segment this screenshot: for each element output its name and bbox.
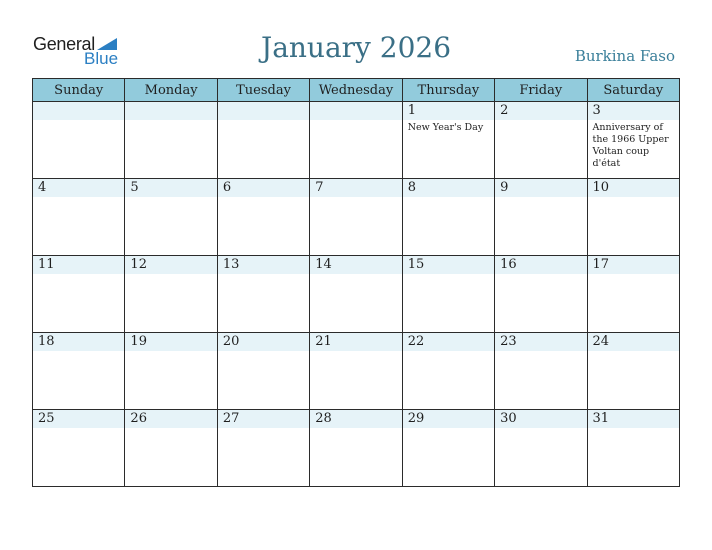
day-cell xyxy=(33,179,125,256)
week-row xyxy=(33,410,680,487)
day-cell xyxy=(310,179,402,256)
holiday-label xyxy=(33,120,124,122)
day-number: 20 xyxy=(218,333,309,351)
weekday-saturday: Saturday xyxy=(587,79,679,102)
day-cell xyxy=(33,102,125,179)
day-number: 8 xyxy=(403,179,494,197)
day-number: 7 xyxy=(310,179,401,197)
weekday-wednesday: Wednesday xyxy=(310,79,402,102)
day-number xyxy=(218,102,309,120)
day-number: 14 xyxy=(310,256,401,274)
day-number: 2 xyxy=(495,102,586,120)
day-number: 29 xyxy=(403,410,494,428)
day-number: 18 xyxy=(33,333,124,351)
day-cell xyxy=(587,410,679,487)
holiday-label: New Year's Day xyxy=(407,122,484,133)
day-cell xyxy=(125,102,217,179)
week-row xyxy=(33,179,680,256)
holiday-label xyxy=(495,197,586,199)
weekday-tuesday: Tuesday xyxy=(217,79,309,102)
holiday-label xyxy=(310,428,401,430)
country-label: Burkina Faso xyxy=(574,47,675,65)
page-title: January 2026 xyxy=(260,31,452,64)
day-number: 26 xyxy=(125,410,216,428)
day-cell xyxy=(310,410,402,487)
holiday-label xyxy=(125,197,216,199)
day-number: 28 xyxy=(310,410,401,428)
day-cell xyxy=(495,102,587,179)
weekday-sunday: Sunday xyxy=(33,79,125,102)
day-number: 31 xyxy=(588,410,679,428)
day-number: 16 xyxy=(495,256,586,274)
brand-blue-text: Blue xyxy=(84,49,119,68)
day-cell xyxy=(587,102,679,179)
day-number: 15 xyxy=(403,256,494,274)
holiday-label xyxy=(588,197,679,199)
day-cell xyxy=(310,333,402,410)
day-number: 27 xyxy=(218,410,309,428)
weekday-monday: Monday xyxy=(125,79,217,102)
holiday-label xyxy=(218,274,309,276)
weekday-header-row xyxy=(33,79,680,102)
day-cell xyxy=(495,410,587,487)
week-row xyxy=(33,256,680,333)
day-number: 13 xyxy=(218,256,309,274)
day-cell xyxy=(402,179,494,256)
holiday-label xyxy=(310,274,401,276)
day-number: 24 xyxy=(588,333,679,351)
day-number: 19 xyxy=(125,333,216,351)
weekday-friday: Friday xyxy=(495,79,587,102)
day-cell xyxy=(310,102,402,179)
day-cell xyxy=(217,410,309,487)
holiday-label xyxy=(125,351,216,353)
day-cell xyxy=(495,256,587,333)
holiday-label xyxy=(495,428,586,430)
holiday-label xyxy=(33,274,124,276)
weekday-thursday: Thursday xyxy=(402,79,494,102)
holiday-label xyxy=(125,120,216,122)
day-cell xyxy=(402,102,494,179)
brand-general-text: General xyxy=(33,34,95,54)
holiday-label xyxy=(403,274,494,276)
holiday-label xyxy=(33,351,124,353)
holiday-label xyxy=(495,274,586,276)
holiday-label: Anniversary of the 1966 Upper Voltan coup d'état xyxy=(592,122,669,169)
holiday-label xyxy=(403,428,494,430)
holiday-label xyxy=(588,428,679,430)
day-cell xyxy=(33,410,125,487)
day-cell xyxy=(33,256,125,333)
day-cell xyxy=(217,256,309,333)
day-cell xyxy=(125,179,217,256)
holiday-label xyxy=(310,120,401,122)
week-row xyxy=(33,102,680,179)
day-number: 6 xyxy=(218,179,309,197)
holiday-label xyxy=(495,120,586,122)
day-number: 11 xyxy=(33,256,124,274)
holiday-label xyxy=(33,428,124,430)
holiday-label xyxy=(125,428,216,430)
day-number xyxy=(310,102,401,120)
day-cell xyxy=(217,102,309,179)
holiday-label xyxy=(495,351,586,353)
day-number: 22 xyxy=(403,333,494,351)
day-number: 9 xyxy=(495,179,586,197)
holiday-label xyxy=(218,351,309,353)
day-number: 17 xyxy=(588,256,679,274)
day-cell xyxy=(495,333,587,410)
day-cell xyxy=(587,256,679,333)
holiday-label xyxy=(218,120,309,122)
day-cell xyxy=(402,333,494,410)
day-number: 12 xyxy=(125,256,216,274)
day-number: 10 xyxy=(588,179,679,197)
day-cell xyxy=(587,179,679,256)
holiday-label xyxy=(125,274,216,276)
day-cell xyxy=(217,333,309,410)
day-cell xyxy=(587,333,679,410)
calendar-grid xyxy=(32,78,680,487)
day-number: 30 xyxy=(495,410,586,428)
holiday-label xyxy=(310,197,401,199)
day-number xyxy=(33,102,124,120)
day-cell xyxy=(310,256,402,333)
week-row xyxy=(33,333,680,410)
day-cell xyxy=(217,179,309,256)
day-number: 23 xyxy=(495,333,586,351)
calendar-body xyxy=(33,102,680,487)
holiday-label xyxy=(403,351,494,353)
day-cell xyxy=(402,256,494,333)
day-cell xyxy=(33,333,125,410)
holiday-label xyxy=(310,351,401,353)
day-cell xyxy=(125,333,217,410)
day-number: 1 xyxy=(403,102,494,120)
day-cell xyxy=(495,179,587,256)
holiday-label xyxy=(218,428,309,430)
day-number: 5 xyxy=(125,179,216,197)
holiday-label xyxy=(33,197,124,199)
holiday-label xyxy=(588,274,679,276)
day-number xyxy=(125,102,216,120)
day-cell xyxy=(125,410,217,487)
holiday-label xyxy=(403,197,494,199)
day-cell xyxy=(125,256,217,333)
day-number: 21 xyxy=(310,333,401,351)
holiday-label xyxy=(218,197,309,199)
day-number: 4 xyxy=(33,179,124,197)
day-number: 25 xyxy=(33,410,124,428)
day-number: 3 xyxy=(588,102,679,120)
day-cell xyxy=(402,410,494,487)
holiday-label xyxy=(588,351,679,353)
